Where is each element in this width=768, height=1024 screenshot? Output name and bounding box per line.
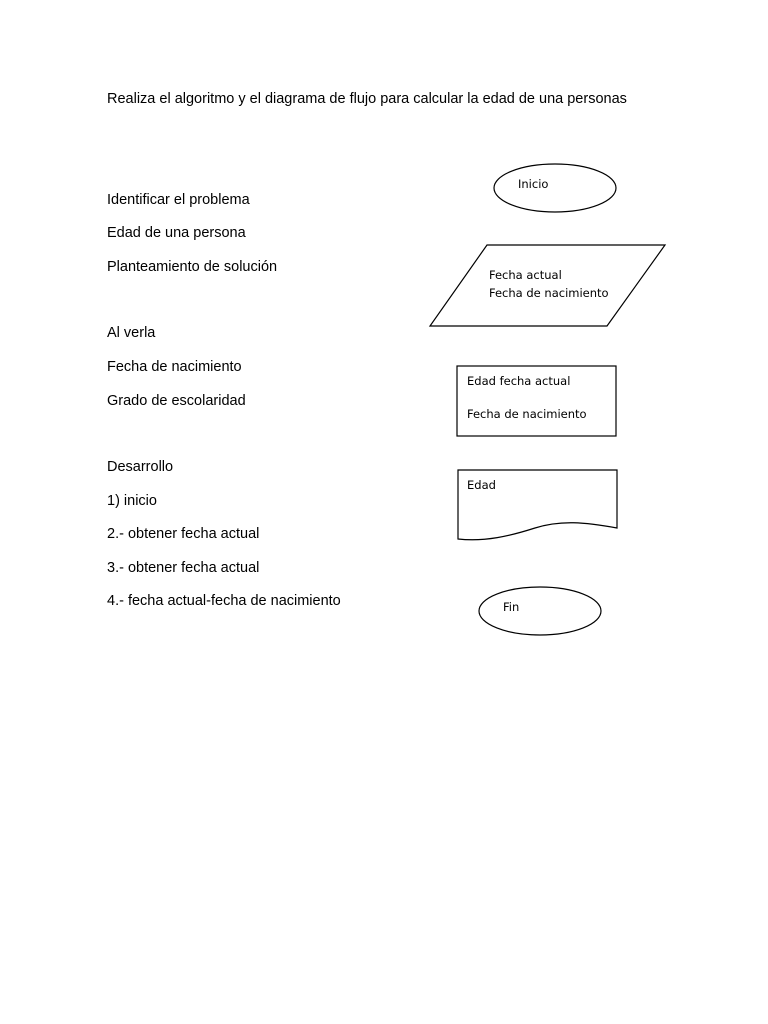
line-birth-date: Fecha de nacimiento	[107, 359, 242, 375]
line-step-1: 1) inicio	[107, 493, 157, 509]
flow-end-terminal	[479, 587, 601, 635]
flow-process-label-2: Fecha de nacimiento	[467, 407, 587, 421]
flow-process-box	[457, 366, 616, 436]
flow-input-label-2: Fecha de nacimiento	[489, 286, 609, 300]
flow-start-label: Inicio	[518, 177, 549, 191]
line-person-age: Edad de una persona	[107, 225, 246, 241]
flow-process-label-1: Edad fecha actual	[467, 374, 571, 388]
line-education-level: Grado de escolaridad	[107, 393, 246, 409]
line-solution-approach: Planteamiento de solución	[107, 259, 278, 275]
exercise-title: Realiza el algoritmo y el diagrama de flujo para calcular la edad de una personas	[107, 91, 627, 107]
flow-start-terminal	[494, 164, 616, 212]
flow-input-label-1: Fecha actual	[489, 268, 562, 282]
line-step-2: 2.- obtener fecha actual	[107, 526, 260, 542]
line-development: Desarrollo	[107, 459, 174, 475]
flow-end-label: Fin	[503, 600, 520, 614]
line-step-3: 3.- obtener fecha actual	[107, 560, 260, 576]
line-identify-problem: Identificar el problema	[107, 192, 250, 208]
flow-output-label: Edad	[467, 478, 496, 492]
flow-output-document	[458, 470, 617, 540]
line-step-4: 4.- fecha actual-fecha de nacimiento	[107, 593, 341, 609]
flow-input-parallelogram	[430, 245, 665, 326]
line-al-verla: Al verla	[107, 325, 156, 341]
